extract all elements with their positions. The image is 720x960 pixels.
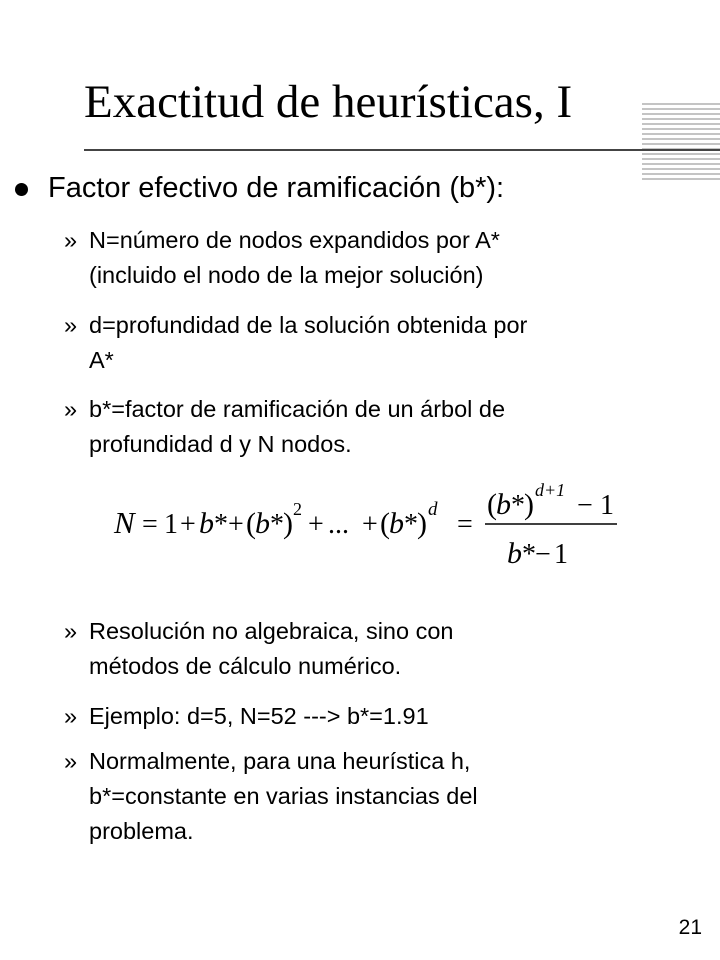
formula-var-N: N xyxy=(114,505,135,540)
formula-plus: + xyxy=(180,509,196,540)
list-item xyxy=(64,699,704,734)
formula-one: 1 xyxy=(554,539,568,570)
list-item xyxy=(64,392,704,462)
list-marker: » xyxy=(64,703,78,729)
list-marker: » xyxy=(64,312,78,338)
formula-exponent-two: 2 xyxy=(293,499,302,519)
list-item-line: Normalmente, para una heurística h, xyxy=(89,748,471,774)
formula-ellipsis: ... xyxy=(328,509,349,540)
formula-b: b xyxy=(255,507,270,540)
list-item xyxy=(64,744,704,849)
list-item-line: Resolución no algebraica, sino con xyxy=(89,618,454,644)
formula-paren-open: ( xyxy=(246,507,256,540)
list-item-line: b*=constante en varias instancias del xyxy=(89,783,478,809)
formula-equals: = xyxy=(142,509,158,540)
formula-b: b xyxy=(496,488,511,521)
formula-star: * xyxy=(404,509,418,540)
list-item xyxy=(64,308,704,378)
formula-b: b xyxy=(199,507,214,540)
bullet-dot-icon xyxy=(15,183,28,196)
formula-paren-close: ) xyxy=(283,507,293,540)
list-marker: » xyxy=(64,748,78,774)
formula-b: b xyxy=(389,507,404,540)
formula-star: * xyxy=(214,509,228,540)
formula-star: * xyxy=(522,539,536,570)
formula-star: * xyxy=(511,490,525,521)
formula-plus: + xyxy=(228,509,244,540)
list-item-line: problema. xyxy=(89,818,194,844)
formula-minus: − xyxy=(535,539,551,570)
decorative-stripes xyxy=(642,103,720,183)
list-item-line: b*=factor de ramificación de un árbol de xyxy=(89,396,506,422)
formula-minus: − xyxy=(577,490,593,521)
list-item-line: (incluido el nodo de la mejor solución) xyxy=(89,262,484,288)
formula-exponent-d: d xyxy=(428,499,438,520)
list-item-line: métodos de cálculo numérico. xyxy=(89,653,402,679)
formula-b: b xyxy=(507,537,522,570)
list-item-line: profundidad d y N nodos. xyxy=(89,431,352,457)
formula-plus: + xyxy=(308,509,324,540)
page-number: 21 xyxy=(678,916,702,939)
formula-plus: + xyxy=(362,509,378,540)
formula-paren-open: ( xyxy=(487,488,497,521)
formula-paren-close: ) xyxy=(524,488,534,521)
branching-factor-formula xyxy=(112,478,632,578)
list-item-line: d=profundidad de la solución obtenida por xyxy=(89,312,528,338)
slide-title: Exactitud de heurísticas, I xyxy=(84,76,573,128)
list-item xyxy=(64,614,704,684)
formula-exponent-d-plus-1: d+1 xyxy=(535,480,566,500)
list-item-line: A* xyxy=(89,347,114,373)
title-underline xyxy=(84,149,720,151)
formula-one: 1 xyxy=(600,490,614,521)
formula-paren-close: ) xyxy=(417,507,427,540)
formula-paren-open: ( xyxy=(380,507,390,540)
formula-star: * xyxy=(270,509,284,540)
formula-one: 1 xyxy=(164,509,178,540)
formula-equals: = xyxy=(457,509,473,540)
list-marker: » xyxy=(64,618,78,644)
list-item xyxy=(64,223,704,293)
list-item-line: N=número de nodos expandidos por A* xyxy=(89,227,500,253)
list-marker: » xyxy=(64,396,78,422)
list-item-line: Ejemplo: d=5, N=52 ---> b*=1.91 xyxy=(89,703,429,729)
list-marker: » xyxy=(64,227,78,253)
main-point: Factor efectivo de ramificación (b*): xyxy=(48,172,505,204)
